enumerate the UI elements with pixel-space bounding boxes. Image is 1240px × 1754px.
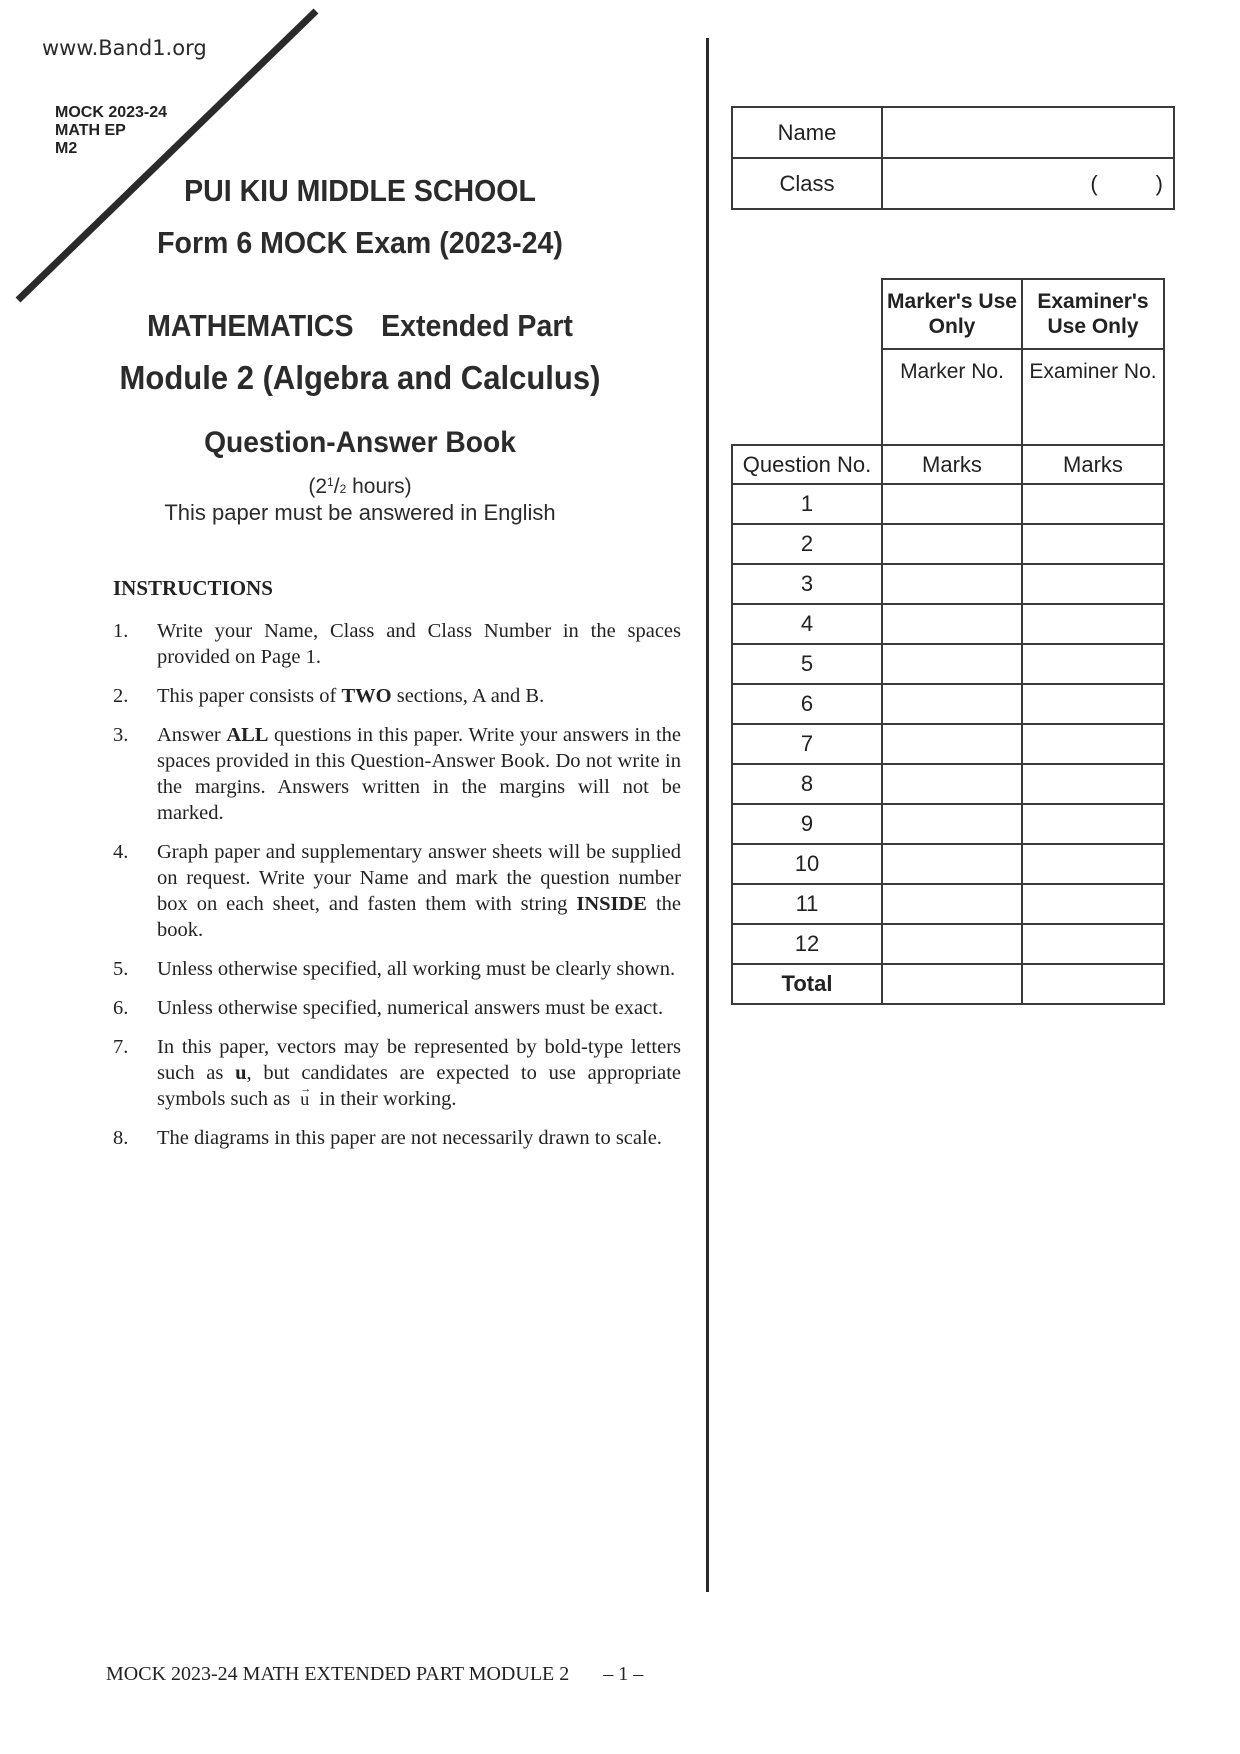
exam-title: Form 6 MOCK Exam (2023-24)	[157, 225, 563, 260]
question-row	[732, 524, 1164, 564]
duration-prefix: (2	[308, 475, 328, 498]
examiner-marks-cell[interactable]	[1022, 644, 1164, 684]
diagonal-corner-line	[0, 0, 340, 320]
marker-number-row	[732, 349, 1164, 445]
examiner-marks-cell[interactable]	[1022, 924, 1164, 964]
footer-paper-title: MOCK 2023-24 MATH EXTENDED PART MODULE 2	[106, 1663, 570, 1685]
instruction-item	[113, 722, 681, 826]
item-number: 6.	[113, 997, 129, 1019]
examiner-marks-cell[interactable]	[1022, 844, 1164, 884]
question-row	[732, 644, 1164, 684]
question-row	[732, 484, 1164, 524]
instruction-item	[113, 1034, 681, 1112]
question-number: 5	[732, 644, 882, 684]
subject-title	[29, 308, 691, 344]
item-number: 3.	[113, 724, 129, 746]
duration-fraction-num: 1	[327, 475, 334, 489]
examiner-marks-cell[interactable]	[1022, 804, 1164, 844]
duration-suffix: hours)	[346, 475, 412, 498]
question-row	[732, 604, 1164, 644]
examiner-marks-cell[interactable]	[1022, 884, 1164, 924]
paper-code-line: MATH EP	[55, 122, 126, 139]
paper-code-line: M2	[55, 140, 78, 157]
examiner-marks-cell[interactable]	[1022, 604, 1164, 644]
instruction-item	[113, 956, 681, 982]
subject-part: Extended Part	[381, 308, 573, 343]
question-number: 4	[732, 604, 882, 644]
item-text: Answer ALL questions in this paper. Write your answers in the spaces provided in this Question-Answer Book. Do not write in the margins. Answers written in the margins will not be marked.	[157, 724, 681, 824]
question-number: 12	[732, 924, 882, 964]
column-header-row	[732, 445, 1164, 484]
vector-arrow-symbol: → u	[300, 1086, 309, 1112]
question-number: 1	[732, 484, 882, 524]
page-footer	[106, 1663, 643, 1686]
marking-table	[731, 278, 1165, 1005]
marker-marks-cell[interactable]	[882, 884, 1022, 924]
marker-marks-cell[interactable]	[882, 924, 1022, 964]
item-number: 5.	[113, 958, 129, 980]
question-number: 9	[732, 804, 882, 844]
question-number: 7	[732, 724, 882, 764]
instruction-item	[113, 995, 681, 1021]
book-type: Question-Answer Book	[204, 426, 516, 459]
class-label: Class	[732, 158, 882, 209]
question-number: 8	[732, 764, 882, 804]
watermark-text: www.Band1.org	[42, 36, 207, 60]
question-row	[732, 724, 1164, 764]
marker-marks-header: Marks	[882, 445, 1022, 484]
name-label: Name	[732, 107, 882, 158]
question-row	[732, 684, 1164, 724]
examiner-no-field[interactable]: Examiner No.	[1022, 349, 1164, 445]
marker-marks-cell[interactable]	[882, 684, 1022, 724]
question-row	[732, 804, 1164, 844]
marker-marks-cell[interactable]	[882, 484, 1022, 524]
examiners-use-only-header: Examiner's Use Only	[1022, 279, 1164, 349]
markers-use-only-header: Marker's Use Only	[882, 279, 1022, 349]
paper-code	[55, 104, 167, 158]
item-text: Write your Name, Class and Class Number in the spaces provided on Page 1.	[157, 620, 681, 668]
marker-no-field[interactable]: Marker No.	[882, 349, 1022, 445]
examiner-marks-cell[interactable]	[1022, 724, 1164, 764]
item-number: 7.	[113, 1036, 129, 1058]
question-row	[732, 764, 1164, 804]
question-number: 3	[732, 564, 882, 604]
question-number: 2	[732, 524, 882, 564]
examiner-marks-cell[interactable]	[1022, 484, 1164, 524]
marker-marks-cell[interactable]	[882, 804, 1022, 844]
candidate-info-table	[731, 106, 1175, 210]
examiner-total-cell[interactable]	[1022, 964, 1164, 1004]
question-no-header: Question No.	[732, 445, 882, 484]
item-text: The diagrams in this paper are not necessarily drawn to scale.	[157, 1127, 662, 1149]
blank-cell	[732, 349, 882, 445]
paper-code-line: MOCK 2023-24	[55, 104, 168, 121]
duration-fraction-den: 2	[339, 482, 347, 496]
marker-marks-cell[interactable]	[882, 724, 1022, 764]
total-row	[732, 964, 1164, 1004]
name-field[interactable]	[882, 107, 1174, 158]
marker-marks-cell[interactable]	[882, 524, 1022, 564]
item-text: Unless otherwise specified, all working must be clearly shown.	[157, 958, 676, 980]
marker-marks-cell[interactable]	[882, 844, 1022, 884]
question-row	[732, 884, 1164, 924]
instruction-item	[113, 1125, 681, 1151]
marker-marks-cell[interactable]	[882, 644, 1022, 684]
name-row	[732, 107, 1174, 158]
question-row	[732, 564, 1164, 604]
instruction-item	[113, 683, 681, 709]
instruction-item	[113, 839, 681, 943]
examiner-marks-cell[interactable]	[1022, 524, 1164, 564]
question-number: 6	[732, 684, 882, 724]
marker-marks-cell[interactable]	[882, 564, 1022, 604]
emphasis: TWO	[341, 685, 392, 707]
marker-total-cell[interactable]	[882, 964, 1022, 1004]
examiner-marks-cell[interactable]	[1022, 684, 1164, 724]
item-text: This paper consists of TWO sections, A and B.	[157, 685, 545, 707]
emphasis: ALL	[226, 724, 269, 746]
use-only-header-row	[732, 279, 1164, 349]
item-text: In this paper, vectors may be represented by bold-type letters such as u, but candidates are expected to use appropriate symbols such as → u in their working.	[157, 1034, 681, 1112]
question-number: 10	[732, 844, 882, 884]
class-row	[732, 158, 1174, 209]
instructions-heading: INSTRUCTIONS	[113, 576, 273, 600]
class-number-open: (	[1090, 170, 1098, 196]
school-name: PUI KIU MIDDLE SCHOOL	[184, 173, 536, 208]
instructions-list	[113, 618, 681, 1164]
emphasis: INSIDE	[576, 893, 647, 915]
question-row	[732, 844, 1164, 884]
item-number: 2.	[113, 685, 129, 707]
blank-cell	[732, 279, 882, 349]
class-field[interactable]	[882, 158, 1174, 209]
item-text: Unless otherwise specified, numerical answers must be exact.	[157, 997, 664, 1019]
question-number: 11	[732, 884, 882, 924]
module-title: Module 2 (Algebra and Calculus)	[119, 359, 601, 396]
exam-duration	[0, 475, 720, 499]
examiner-marks-cell[interactable]	[1022, 764, 1164, 804]
question-row	[732, 924, 1164, 964]
examiner-marks-cell[interactable]	[1022, 564, 1164, 604]
item-text: Graph paper and supplementary answer sheets will be supplied on request. Write your Name and mark the question number box on each sheet, and fasten them with string INSIDE the book.	[157, 841, 681, 941]
item-number: 8.	[113, 1127, 129, 1149]
page-number: – 1 –	[603, 1663, 644, 1685]
marker-marks-cell[interactable]	[882, 764, 1022, 804]
language-note: This paper must be answered in English	[164, 500, 556, 525]
emphasis: u	[235, 1062, 247, 1084]
subject-name: MATHEMATICS	[147, 308, 354, 343]
examiner-marks-header: Marks	[1022, 445, 1164, 484]
class-number-close: )	[1155, 170, 1163, 196]
item-number: 1.	[113, 620, 129, 642]
item-number: 4.	[113, 841, 129, 863]
marker-marks-cell[interactable]	[882, 604, 1022, 644]
duration-slash: /	[333, 475, 340, 498]
instruction-item	[113, 618, 681, 670]
total-label: Total	[732, 964, 882, 1004]
vertical-divider	[706, 38, 709, 1592]
